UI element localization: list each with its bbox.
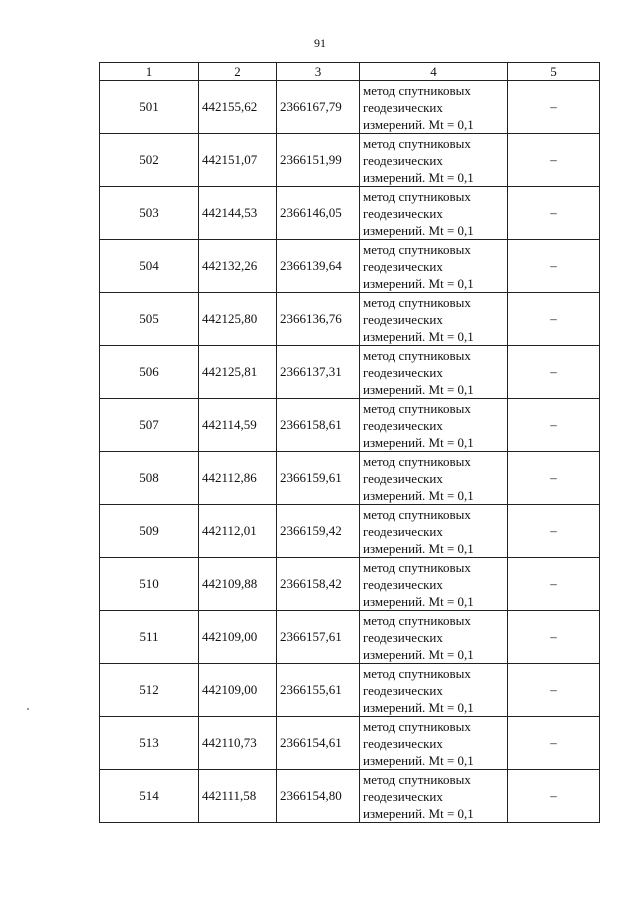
y-coordinate-cell: 2366146,05: [277, 187, 360, 240]
y-coordinate-cell: 2366154,61: [277, 717, 360, 770]
note-cell: –: [508, 611, 600, 664]
column-header: 5: [508, 63, 600, 81]
column-header: 1: [100, 63, 199, 81]
method-line: измерений. Mt = 0,1: [363, 222, 474, 238]
x-coordinate-cell: 442144,53: [199, 187, 277, 240]
method-cell: [360, 240, 508, 293]
method-line: метод спутниковых: [363, 718, 471, 734]
y-coordinate-cell: 2366139,64: [277, 240, 360, 293]
point-number-cell: 507: [100, 399, 199, 452]
note-cell: –: [508, 505, 600, 558]
point-number-cell: 505: [100, 293, 199, 346]
method-cell: [360, 452, 508, 505]
note-cell: –: [508, 81, 600, 134]
note-cell: –: [508, 240, 600, 293]
table-row: [100, 505, 600, 558]
x-coordinate-cell: 442125,81: [199, 346, 277, 399]
point-number-cell: 508: [100, 452, 199, 505]
method-line: измерений. Mt = 0,1: [363, 275, 474, 291]
y-coordinate-cell: 2366158,42: [277, 558, 360, 611]
method-line: геодезических: [363, 523, 443, 539]
method-line: метод спутниковых: [363, 188, 471, 204]
y-coordinate-cell: 2366157,61: [277, 611, 360, 664]
x-coordinate-cell: 442151,07: [199, 134, 277, 187]
method-line: измерений. Mt = 0,1: [363, 593, 474, 609]
coordinates-table: [99, 62, 600, 823]
table-row: [100, 770, 600, 823]
method-line: геодезических: [363, 152, 443, 168]
x-coordinate-cell: 442109,00: [199, 611, 277, 664]
method-line: метод спутниковых: [363, 665, 471, 681]
point-number-cell: 504: [100, 240, 199, 293]
method-line: геодезических: [363, 364, 443, 380]
x-coordinate-cell: 442112,01: [199, 505, 277, 558]
method-line: метод спутниковых: [363, 506, 471, 522]
point-number-cell: 506: [100, 346, 199, 399]
table-header-row: [100, 63, 600, 81]
point-number-cell: 503: [100, 187, 199, 240]
table-row: [100, 187, 600, 240]
method-line: метод спутниковых: [363, 559, 471, 575]
method-line: измерений. Mt = 0,1: [363, 646, 474, 662]
x-coordinate-cell: 442132,26: [199, 240, 277, 293]
page-number: 91: [314, 36, 326, 50]
method-line: метод спутниковых: [363, 347, 471, 363]
method-cell: [360, 293, 508, 346]
method-line: измерений. Mt = 0,1: [363, 487, 474, 503]
x-coordinate-cell: 442114,59: [199, 399, 277, 452]
column-header: 4: [360, 63, 508, 81]
method-cell: [360, 664, 508, 717]
method-line: метод спутниковых: [363, 294, 471, 310]
method-line: измерений. Mt = 0,1: [363, 434, 474, 450]
note-cell: –: [508, 293, 600, 346]
note-cell: –: [508, 452, 600, 505]
x-coordinate-cell: 442110,73: [199, 717, 277, 770]
method-line: метод спутниковых: [363, 453, 471, 469]
method-line: геодезических: [363, 470, 443, 486]
table-row: [100, 717, 600, 770]
column-header: 3: [277, 63, 360, 81]
x-coordinate-cell: 442111,58: [199, 770, 277, 823]
x-coordinate-cell: 442125,80: [199, 293, 277, 346]
method-cell: [360, 346, 508, 399]
method-line: геодезических: [363, 258, 443, 274]
method-line: геодезических: [363, 629, 443, 645]
method-cell: [360, 187, 508, 240]
note-cell: –: [508, 664, 600, 717]
method-cell: [360, 81, 508, 134]
method-line: геодезических: [363, 735, 443, 751]
table-row: [100, 81, 600, 134]
note-cell: –: [508, 346, 600, 399]
note-cell: –: [508, 558, 600, 611]
method-line: измерений. Mt = 0,1: [363, 381, 474, 397]
method-cell: [360, 134, 508, 187]
table-row: [100, 664, 600, 717]
method-line: геодезических: [363, 576, 443, 592]
table-row: [100, 240, 600, 293]
y-coordinate-cell: 2366136,76: [277, 293, 360, 346]
y-coordinate-cell: 2366155,61: [277, 664, 360, 717]
y-coordinate-cell: 2366158,61: [277, 399, 360, 452]
point-number-cell: 513: [100, 717, 199, 770]
note-cell: –: [508, 717, 600, 770]
y-coordinate-cell: 2366167,79: [277, 81, 360, 134]
note-cell: –: [508, 187, 600, 240]
method-line: геодезических: [363, 205, 443, 221]
method-line: метод спутниковых: [363, 612, 471, 628]
method-line: геодезических: [363, 311, 443, 327]
point-number-cell: 509: [100, 505, 199, 558]
note-cell: –: [508, 770, 600, 823]
point-number-cell: 511: [100, 611, 199, 664]
x-coordinate-cell: 442112,86: [199, 452, 277, 505]
method-line: метод спутниковых: [363, 400, 471, 416]
method-cell: [360, 558, 508, 611]
method-line: геодезических: [363, 99, 443, 115]
method-line: метод спутниковых: [363, 135, 471, 151]
method-line: метод спутниковых: [363, 241, 471, 257]
table-row: [100, 452, 600, 505]
method-cell: [360, 717, 508, 770]
y-coordinate-cell: 2366151,99: [277, 134, 360, 187]
method-cell: [360, 770, 508, 823]
note-cell: –: [508, 134, 600, 187]
column-header: 2: [199, 63, 277, 81]
y-coordinate-cell: 2366154,80: [277, 770, 360, 823]
method-line: измерений. Mt = 0,1: [363, 169, 474, 185]
method-line: измерений. Mt = 0,1: [363, 328, 474, 344]
table-row: [100, 346, 600, 399]
method-line: измерений. Mt = 0,1: [363, 116, 474, 132]
table-row: [100, 134, 600, 187]
method-line: метод спутниковых: [363, 82, 471, 98]
method-line: геодезических: [363, 682, 443, 698]
method-line: измерений. Mt = 0,1: [363, 805, 474, 821]
y-coordinate-cell: 2366137,31: [277, 346, 360, 399]
point-number-cell: 502: [100, 134, 199, 187]
point-number-cell: 512: [100, 664, 199, 717]
y-coordinate-cell: 2366159,42: [277, 505, 360, 558]
y-coordinate-cell: 2366159,61: [277, 452, 360, 505]
x-coordinate-cell: 442109,00: [199, 664, 277, 717]
table-row: [100, 399, 600, 452]
method-line: измерений. Mt = 0,1: [363, 540, 474, 556]
note-cell: –: [508, 399, 600, 452]
point-number-cell: 510: [100, 558, 199, 611]
table-row: [100, 293, 600, 346]
point-number-cell: 501: [100, 81, 199, 134]
method-line: геодезических: [363, 788, 443, 804]
method-line: геодезических: [363, 417, 443, 433]
x-coordinate-cell: 442109,88: [199, 558, 277, 611]
method-cell: [360, 399, 508, 452]
margin-dot: [27, 708, 29, 710]
method-line: измерений. Mt = 0,1: [363, 699, 474, 715]
method-line: метод спутниковых: [363, 771, 471, 787]
method-line: измерений. Mt = 0,1: [363, 752, 474, 768]
point-number-cell: 514: [100, 770, 199, 823]
table-row: [100, 611, 600, 664]
table-row: [100, 558, 600, 611]
x-coordinate-cell: 442155,62: [199, 81, 277, 134]
method-cell: [360, 611, 508, 664]
method-cell: [360, 505, 508, 558]
